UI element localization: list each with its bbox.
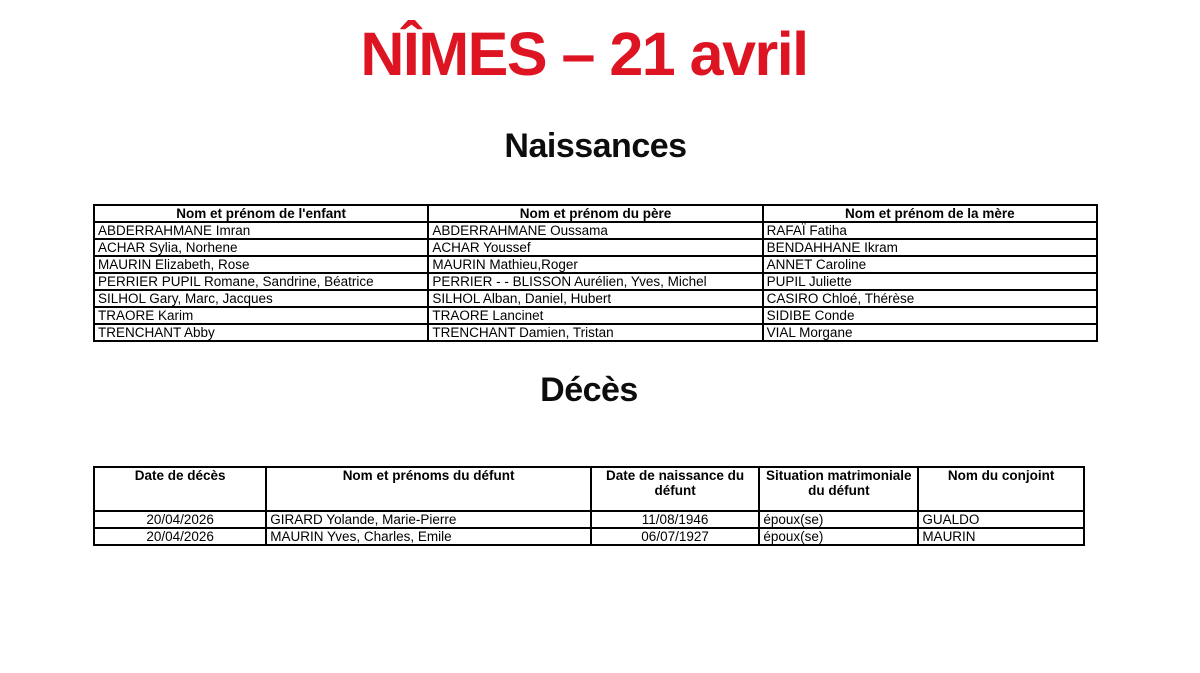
table-cell: ABDERRAHMANE Imran bbox=[94, 222, 428, 239]
table-row bbox=[94, 239, 1097, 256]
table-cell: CASIRO Chloé, Thérèse bbox=[763, 290, 1097, 307]
table-cell: époux(se) bbox=[759, 528, 918, 545]
births-section-heading: Naissances bbox=[504, 127, 687, 165]
table-cell: TRENCHANT Abby bbox=[94, 324, 428, 341]
table-cell: époux(se) bbox=[759, 511, 918, 528]
table-cell: VIAL Morgane bbox=[763, 324, 1097, 341]
table-row bbox=[94, 273, 1097, 290]
table-cell: TRAORE Lancinet bbox=[428, 307, 762, 324]
column-header: Nom et prénoms du défunt bbox=[266, 467, 591, 511]
table-cell: BENDAHHANE Ikram bbox=[763, 239, 1097, 256]
table-cell: PERRIER - - BLISSON Aurélien, Yves, Michel bbox=[428, 273, 762, 290]
table-cell: ACHAR Sylia, Norhene bbox=[94, 239, 428, 256]
table-cell: SILHOL Gary, Marc, Jacques bbox=[94, 290, 428, 307]
table-row bbox=[94, 307, 1097, 324]
column-header: Nom et prénom de l'enfant bbox=[94, 205, 428, 222]
table-cell: ABDERRAHMANE Oussama bbox=[428, 222, 762, 239]
table-cell: PUPIL Juliette bbox=[763, 273, 1097, 290]
table-cell: MAURIN Elizabeth, Rose bbox=[94, 256, 428, 273]
table-cell: TRENCHANT Damien, Tristan bbox=[428, 324, 762, 341]
table-row bbox=[94, 290, 1097, 307]
table-row bbox=[94, 222, 1097, 239]
column-header: Nom du conjoint bbox=[918, 467, 1084, 511]
table-cell: SIDIBE Conde bbox=[763, 307, 1097, 324]
column-header: Date de naissance du défunt bbox=[591, 467, 759, 511]
table-row bbox=[94, 528, 1084, 545]
table-row bbox=[94, 324, 1097, 341]
table-cell: GUALDO bbox=[918, 511, 1084, 528]
table-cell: 06/07/1927 bbox=[591, 528, 759, 545]
table-cell: RAFAÏ Fatiha bbox=[763, 222, 1097, 239]
column-header: Nom et prénom du père bbox=[428, 205, 762, 222]
table-row bbox=[94, 256, 1097, 273]
table-cell: MAURIN bbox=[918, 528, 1084, 545]
table-cell: 20/04/2026 bbox=[94, 528, 266, 545]
header-row bbox=[94, 467, 1084, 511]
column-header: Nom et prénom de la mère bbox=[763, 205, 1097, 222]
table-cell: ANNET Caroline bbox=[763, 256, 1097, 273]
births-table bbox=[93, 204, 1098, 342]
deaths-table bbox=[93, 466, 1085, 546]
table-cell: TRAORE Karim bbox=[94, 307, 428, 324]
column-header: Date de décès bbox=[94, 467, 266, 511]
page-title: NÎMES – 21 avril bbox=[360, 20, 808, 88]
header-row bbox=[94, 205, 1097, 222]
column-header: Situation matrimoniale du défunt bbox=[759, 467, 918, 511]
table-row bbox=[94, 511, 1084, 528]
table-cell: MAURIN Mathieu,Roger bbox=[428, 256, 762, 273]
table-cell: ACHAR Youssef bbox=[428, 239, 762, 256]
table-cell: 20/04/2026 bbox=[94, 511, 266, 528]
table-cell: SILHOL Alban, Daniel, Hubert bbox=[428, 290, 762, 307]
table-cell: MAURIN Yves, Charles, Emile bbox=[266, 528, 591, 545]
table-cell: PERRIER PUPIL Romane, Sandrine, Béatrice bbox=[94, 273, 428, 290]
table-cell: 11/08/1946 bbox=[591, 511, 759, 528]
deaths-section-heading: Décès bbox=[540, 371, 638, 409]
table-cell: GIRARD Yolande, Marie-Pierre bbox=[266, 511, 591, 528]
